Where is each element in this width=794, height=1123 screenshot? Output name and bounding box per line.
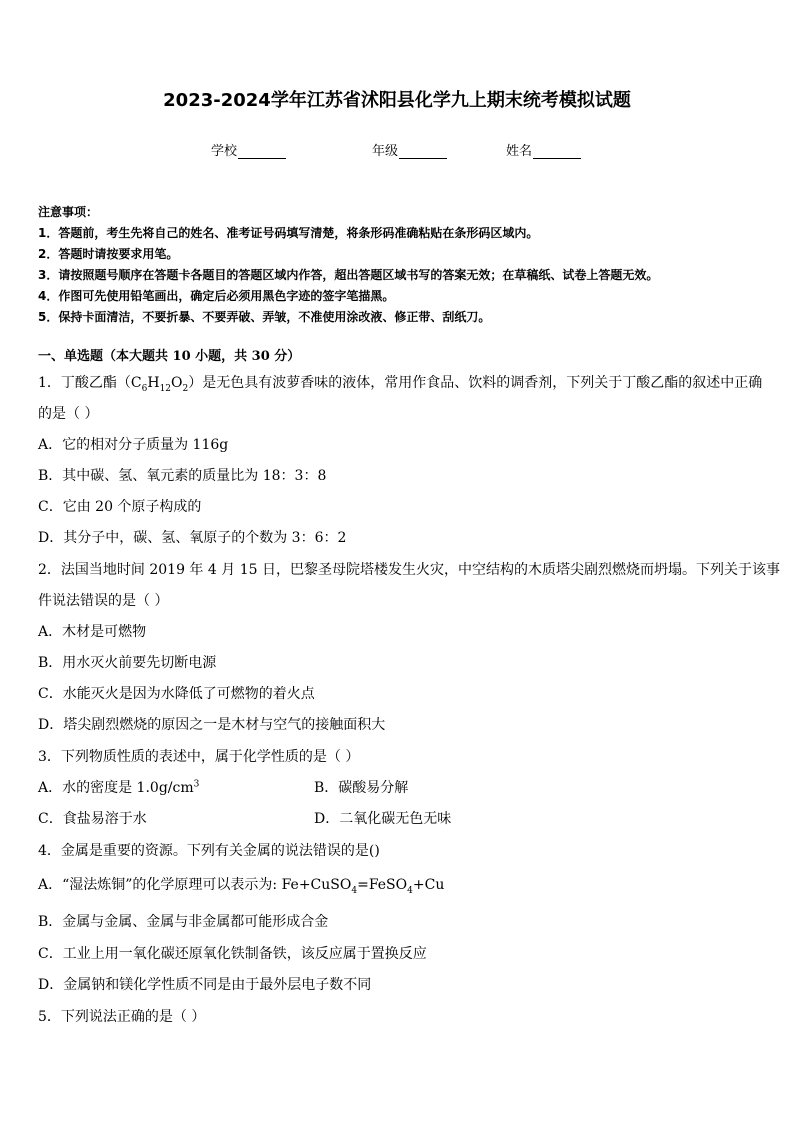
school-label: 学校 (211, 144, 238, 159)
question-2-option-c[interactable]: C．水能灭火是因为水降低了可燃物的着火点 (38, 686, 315, 702)
question-2-stem-line2: 件说法错误的是（ ） (38, 593, 169, 609)
question-4-option-d[interactable]: D．金属钠和镁化学性质不同是由于最外层电子数不同 (38, 977, 372, 993)
question-2-option-d[interactable]: D．塔尖剧烈燃烧的原因之一是木材与空气的接触面积大 (38, 717, 386, 733)
page-title: 2023-2024学年江苏省沭阳县化学九上期末统考模拟试题 (163, 90, 631, 111)
question-3-option-c[interactable]: C．食盐易溶于水 (38, 811, 147, 827)
question-1-stem-line2: 的是（ ） (38, 406, 99, 422)
question-4-option-b[interactable]: B．金属与金属、金属与非金属都可能形成合金 (38, 914, 329, 930)
notice-block (38, 202, 768, 328)
school-blank[interactable] (238, 144, 286, 159)
notice-item: 4．作图可先使用铅笔画出，确定后必须用黑色字迹的签字笔描黑。 (38, 289, 395, 303)
notice-item: 5．保持卡面清洁，不要折暴、不要弄破、弄皱，不准使用涂改液、修正带、刮纸刀。 (38, 310, 491, 324)
question-4-stem: 4．金属是重要的资源。下列有关金属的说法错误的是() (38, 843, 380, 859)
question-3-option-a[interactable]: A．水的密度是 $1.0g/cm^3$ (38, 779, 200, 796)
question-1-option-d[interactable]: D．其分子中，碳、氢、氧原子的个数为 3：6：2 (38, 530, 347, 546)
question-3-option-b[interactable]: B．碳酸易分解 (314, 780, 409, 796)
question-1-option-a[interactable]: A．它的相对分子质量为 116g (38, 437, 229, 453)
name-blank[interactable] (533, 144, 581, 159)
question-1-option-b[interactable]: B．其中碳、氢、氧元素的质量比为 18：3：8 (38, 468, 327, 484)
question-1-option-c[interactable]: C．它由 20 个原子构成的 (38, 499, 202, 515)
question-2-option-a[interactable]: A．木材是可燃物 (38, 624, 147, 640)
school-field[interactable] (211, 140, 286, 159)
question-1-stem: 1．丁酸乙酯$(C_6H_{12}O_2)$是无色具有波萝香味的液体，常用作食品、饮料的调香剂，下列关于丁酸乙酯的叙述中正确 (38, 375, 763, 394)
question-2-option-b[interactable]: B．用水灭火前要先切断电源 (38, 655, 217, 671)
name-label: 姓名 (506, 144, 533, 159)
notice-item: 1．答题前，考生先将自己的姓名、准考证号码填写清楚，将条形码准确粘贴在条形码区域内。 (38, 226, 539, 240)
question-4-option-a[interactable]: A．“湿法炼铜”的化学原理可以表示为: Fe+CuSO$_4$=FeSO$_4$+Cu (38, 877, 445, 896)
question-3-stem: 3．下列物质性质的表述中，属于化学性质的是（ ） (38, 749, 360, 765)
notice-item: 3．请按照题号顺序在答题卡各题目的答题区域内作答，超出答题区域书写的答案无效；在草稿纸、试卷上答题无效。 (38, 268, 659, 282)
question-5-stem: 5．下列说法正确的是（ ） (38, 1009, 206, 1025)
grade-blank[interactable] (399, 144, 447, 159)
question-2-stem: 2．法国当地时间 2019 年 4 月 15 日，巴黎圣母院塔楼发生火灾，中空结构的木质塔尖剧烈燃烧而坍塌。下列关于该事 (38, 562, 780, 578)
notice-item: 2．答题时请按要求用笔。 (38, 247, 179, 261)
question-3-option-d[interactable]: D．二氧化碳无色无味 (314, 811, 452, 827)
section-heading: 一、单选题（本大题共 10 小题，共 30 分） (38, 349, 301, 364)
question-4-option-c[interactable]: C．工业上用一氧化碳还原氧化铁制备铁，该反应属于置换反应 (38, 946, 427, 962)
name-field[interactable] (506, 140, 581, 159)
grade-field[interactable] (372, 140, 447, 159)
grade-label: 年级 (372, 144, 399, 159)
notice-heading: 注意事项： (38, 205, 99, 219)
student-info-row (0, 140, 794, 160)
